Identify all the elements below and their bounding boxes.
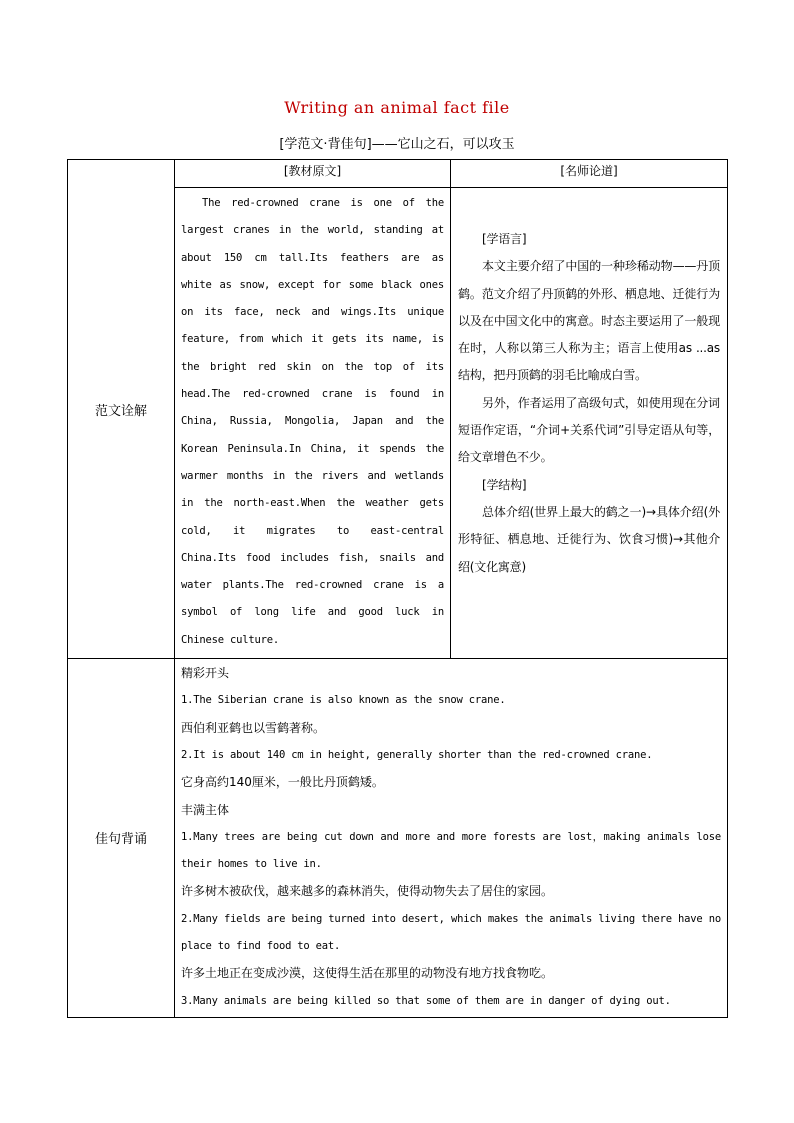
sentence-zh: 它身高约140厘米，一般比丹顶鹤矮。	[181, 775, 384, 790]
sentence-en: 1.Many trees are being cut down and more and more forests are lost，making animals lose their homes to live in.	[181, 830, 721, 871]
language-paragraph-2: 另外，作者运用了高级句式，如使用现在分词短语作定语，“介词+关系代词”引导定语从句等，给文章增色不少。	[458, 395, 720, 465]
page-title: Writing an animal fact file	[284, 98, 510, 117]
column-header-commentary: [名师论道]	[451, 160, 728, 188]
section-label-sentences: 佳句背诵	[68, 659, 175, 1018]
section-label-model-essay: 范文诠解	[68, 160, 175, 659]
sentence-en: 2.Many fields are being turned into desert, which makes the animals living there have no place to find food to eat.	[181, 912, 721, 953]
sentence-en: 2.It is about 140 cm in height, generally shorter than the red-crowned crane.	[181, 748, 653, 761]
sentence-zh: 许多土地正在变成沙漠，这使得生活在那里的动物没有地方找食物吃。	[181, 966, 554, 981]
commentary-cell	[451, 188, 728, 659]
content-table	[67, 159, 728, 1018]
original-text-cell	[175, 188, 451, 659]
original-text: The red-crowned crane is one of the largest cranes in the world, standing at about 150 cm tall.Its feathers are as white as snow, except for some black ones on its face, neck and wings.Its unique feature, from which it gets its name, is the bright red skin on the top of its head.The red-crowned crane is found in China, Russia, Mongolia, Japan and the Korean Peninsula.In China, it spends the warmer months in the rivers and wetlands in the north-east.When the weather gets cold, it migrates to east-central China.Its food includes fish, snails and water plants.The red-crowned crane is a symbol of long life and good luck in Chinese culture.	[181, 197, 444, 646]
structure-heading: [学结构]	[482, 477, 527, 492]
sentence-en: 3.Many animals are being killed so that some of them are in danger of dying out.	[181, 994, 671, 1007]
sentence-en: 1.The Siberian crane is also known as the snow crane.	[181, 694, 506, 707]
column-header-original: [教材原文]	[175, 160, 451, 188]
sentences-cell	[175, 659, 728, 1018]
structure-paragraph: 总体介绍(世界上最大的鹤之一)→具体介绍(外形特征、栖息地、迁徙行为、饮食习惯)→其他介绍(文化寓意)	[458, 504, 720, 574]
language-paragraph-1: 本文主要介绍了中国的一种珍稀动物——丹顶鹤。范文介绍了丹顶鹤的外形、栖息地、迁徙行为以及在中国文化中的寓意。时态主要运用了一般现在时，人称以第三人称为主；语言上使用as ...as结构，把丹顶鹤的羽毛比喻成白雪。	[458, 259, 720, 383]
page-subtitle: [学范文·背佳句]——它山之石，可以攻玉	[279, 137, 515, 152]
opening-heading: 精彩开头	[181, 666, 230, 681]
sentence-zh: 许多树木被砍伐，越来越多的森林消失，使得动物失去了居住的家园。	[181, 884, 554, 899]
sentence-zh: 西伯利亚鹤也以雪鹤著称。	[181, 720, 326, 735]
language-heading: [学语言]	[482, 232, 527, 246]
body-heading: 丰满主体	[181, 802, 230, 817]
